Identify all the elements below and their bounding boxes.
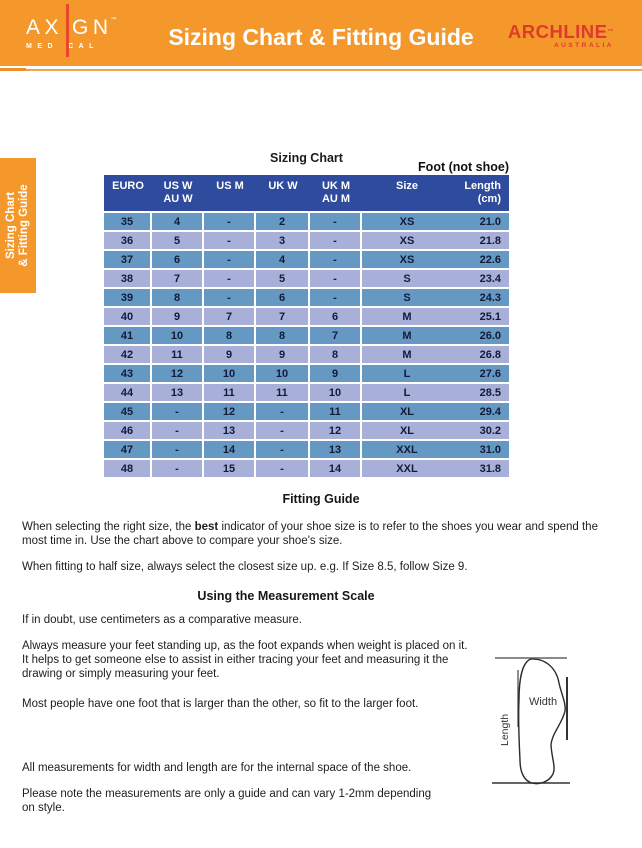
cell: - (256, 422, 310, 439)
cell: 7 (256, 308, 310, 325)
cell: 46 (104, 422, 152, 439)
cell: 44 (104, 384, 152, 401)
cell: 31.8 (452, 460, 509, 477)
cell: 11 (152, 346, 204, 363)
cell: 4 (152, 213, 204, 230)
fitting-guide-paragraph-1: When selecting the right size, the best indicator of your shoe size is to refer to the shoes you wear and spend the most time in. Use the chart above to compare your shoe's size. (22, 521, 598, 547)
cell: 6 (152, 251, 204, 268)
cell: 8 (310, 346, 362, 363)
header-bar (0, 0, 642, 66)
cell: - (204, 213, 256, 230)
measurement-paragraph-5: Please note the measurements are only a guide and can vary 1-2mm depending on style. (22, 788, 432, 814)
cell: 10 (310, 384, 362, 401)
cell: 12 (310, 422, 362, 439)
measurement-scale-heading: Using the Measurement Scale (197, 589, 375, 603)
cell: 10 (204, 365, 256, 382)
cell: - (152, 460, 204, 477)
table-row (104, 460, 509, 477)
table-row (104, 441, 509, 458)
cell: 40 (104, 308, 152, 325)
cell: 5 (152, 232, 204, 249)
sizing-chart-title: Sizing Chart (270, 151, 343, 165)
cell: - (152, 422, 204, 439)
cell: - (310, 289, 362, 306)
archline-logo (508, 22, 614, 49)
cell: - (152, 441, 204, 458)
table-row (104, 384, 509, 401)
cell: - (256, 441, 310, 458)
table-row (104, 213, 509, 230)
cell: 6 (256, 289, 310, 306)
cell: 29.4 (452, 403, 509, 420)
cell: 2 (256, 213, 310, 230)
measurement-paragraph-2: Always measure your feet standing up, as the foot expands when weight is placed on it. It helps to get someone else to assist in either tracing your feet and measuring it the drawing or simply measuring your feet. (22, 640, 468, 680)
col-header-uk-w: UK W (256, 175, 310, 211)
axign-name-left: AX (26, 16, 64, 39)
cell: 45 (104, 403, 152, 420)
cell: - (310, 251, 362, 268)
col-header-us-m: US M (204, 175, 256, 211)
table-row (104, 308, 509, 325)
cell: 9 (256, 346, 310, 363)
cell: 25.1 (452, 308, 509, 325)
side-tab-line2: & Fitting Guide (18, 184, 30, 267)
side-tab (0, 158, 36, 293)
axign-name-right: GN (72, 16, 113, 39)
axign-logo-name (26, 16, 121, 40)
table-row (104, 251, 509, 268)
cell: - (204, 289, 256, 306)
cell: 21.8 (452, 232, 509, 249)
cell: 13 (310, 441, 362, 458)
cell: 11 (204, 384, 256, 401)
cell: 10 (256, 365, 310, 382)
axign-sub-left: MED (26, 43, 59, 50)
cell: - (204, 270, 256, 287)
cell: M (362, 308, 452, 325)
cell: 11 (256, 384, 310, 401)
cell: 28.5 (452, 384, 509, 401)
cell: 22.6 (452, 251, 509, 268)
measurement-paragraph-3: Most people have one foot that is larger than the other, so fit to the larger foot. (22, 698, 419, 710)
col-header-length: Length (cm) (452, 175, 509, 211)
archline-name: ARCHLINE™ (507, 21, 614, 42)
table-row (104, 232, 509, 249)
cell: - (310, 270, 362, 287)
table-row (104, 403, 509, 420)
cell: 35 (104, 213, 152, 230)
table-row (104, 422, 509, 439)
fitting-guide-heading: Fitting Guide (282, 492, 360, 506)
axign-logo-sub (26, 43, 121, 50)
cell: - (256, 403, 310, 420)
cell: 13 (204, 422, 256, 439)
axign-trademark: ™ (110, 17, 122, 23)
cell: 39 (104, 289, 152, 306)
cell: 30.2 (452, 422, 509, 439)
axign-sub-right: CAL (68, 43, 99, 50)
header-underline-accent (0, 68, 26, 71)
fitting-guide-paragraph-2: When fitting to half size, always select the closest size up. e.g. If Size 8.5, follow Size 9. (22, 561, 468, 573)
foot-measurement-diagram (487, 646, 579, 796)
cell: 8 (256, 327, 310, 344)
archline-trademark: ™ (607, 29, 614, 35)
cell: 15 (204, 460, 256, 477)
col-header-euro: EURO (104, 175, 152, 211)
cell: 8 (152, 289, 204, 306)
cell: 31.0 (452, 441, 509, 458)
cell: 3 (256, 232, 310, 249)
table-row (104, 327, 509, 344)
cell: S (362, 289, 452, 306)
width-label: Width (528, 696, 558, 708)
cell: 13 (152, 384, 204, 401)
axign-medical-logo (26, 16, 121, 50)
axign-logo-accent-line (66, 4, 69, 57)
measurement-paragraph-4: All measurements for width and length are for the internal space of the shoe. (22, 762, 412, 774)
cell: S (362, 270, 452, 287)
cell: 26.8 (452, 346, 509, 363)
cell: 42 (104, 346, 152, 363)
cell: 24.3 (452, 289, 509, 306)
cell: 48 (104, 460, 152, 477)
foot-not-shoe-note: Foot (not shoe) (418, 160, 509, 174)
archline-sub: AUSTRALIA (553, 42, 614, 49)
cell: 12 (204, 403, 256, 420)
foot-outline (519, 659, 566, 784)
cell: 23.4 (452, 270, 509, 287)
cell: XXL (362, 460, 452, 477)
table-row (104, 289, 509, 306)
cell: 7 (152, 270, 204, 287)
cell: 9 (152, 308, 204, 325)
cell: 26.0 (452, 327, 509, 344)
sizing-table (104, 173, 509, 479)
cell: M (362, 346, 452, 363)
cell: 38 (104, 270, 152, 287)
cell: 12 (152, 365, 204, 382)
cell: - (256, 460, 310, 477)
cell: 41 (104, 327, 152, 344)
cell: XS (362, 251, 452, 268)
cell: 5 (256, 270, 310, 287)
page-title: Sizing Chart & Fitting Guide (168, 24, 474, 50)
col-header-uk-m: UK M AU M (310, 175, 362, 211)
cell: M (362, 327, 452, 344)
col-header-us-w: US W AU W (152, 175, 204, 211)
cell: 10 (152, 327, 204, 344)
cell: 21.0 (452, 213, 509, 230)
cell: XL (362, 403, 452, 420)
measurement-paragraph-1: If in doubt, use centimeters as a comparative measure. (22, 614, 302, 626)
cell: 14 (204, 441, 256, 458)
cell: XXL (362, 441, 452, 458)
cell: L (362, 365, 452, 382)
table-row (104, 270, 509, 287)
cell: 4 (256, 251, 310, 268)
cell: - (204, 232, 256, 249)
cell: - (310, 232, 362, 249)
cell: 8 (204, 327, 256, 344)
cell: XL (362, 422, 452, 439)
cell: 11 (310, 403, 362, 420)
cell: - (204, 251, 256, 268)
cell: 7 (310, 327, 362, 344)
cell: 37 (104, 251, 152, 268)
col-header-size: Size (362, 175, 452, 211)
header-underline (0, 69, 642, 71)
fitting-guide-section (22, 492, 620, 574)
cell: 6 (310, 308, 362, 325)
cell: 36 (104, 232, 152, 249)
cell: 7 (204, 308, 256, 325)
cell: XS (362, 232, 452, 249)
cell: - (310, 213, 362, 230)
table-row (104, 365, 509, 382)
cell: - (152, 403, 204, 420)
length-label: Length (499, 713, 511, 746)
side-tab-label (0, 158, 36, 293)
cell: 14 (310, 460, 362, 477)
cell: 43 (104, 365, 152, 382)
side-tab-line1: Sizing Chart (5, 191, 17, 260)
cell: XS (362, 213, 452, 230)
cell: 9 (310, 365, 362, 382)
table-row (104, 346, 509, 363)
bold-best: best (194, 521, 219, 533)
cell: L (362, 384, 452, 401)
cell: 9 (204, 346, 256, 363)
cell: 27.6 (452, 365, 509, 382)
cell: 47 (104, 441, 152, 458)
sizing-table-wrap (104, 173, 509, 479)
